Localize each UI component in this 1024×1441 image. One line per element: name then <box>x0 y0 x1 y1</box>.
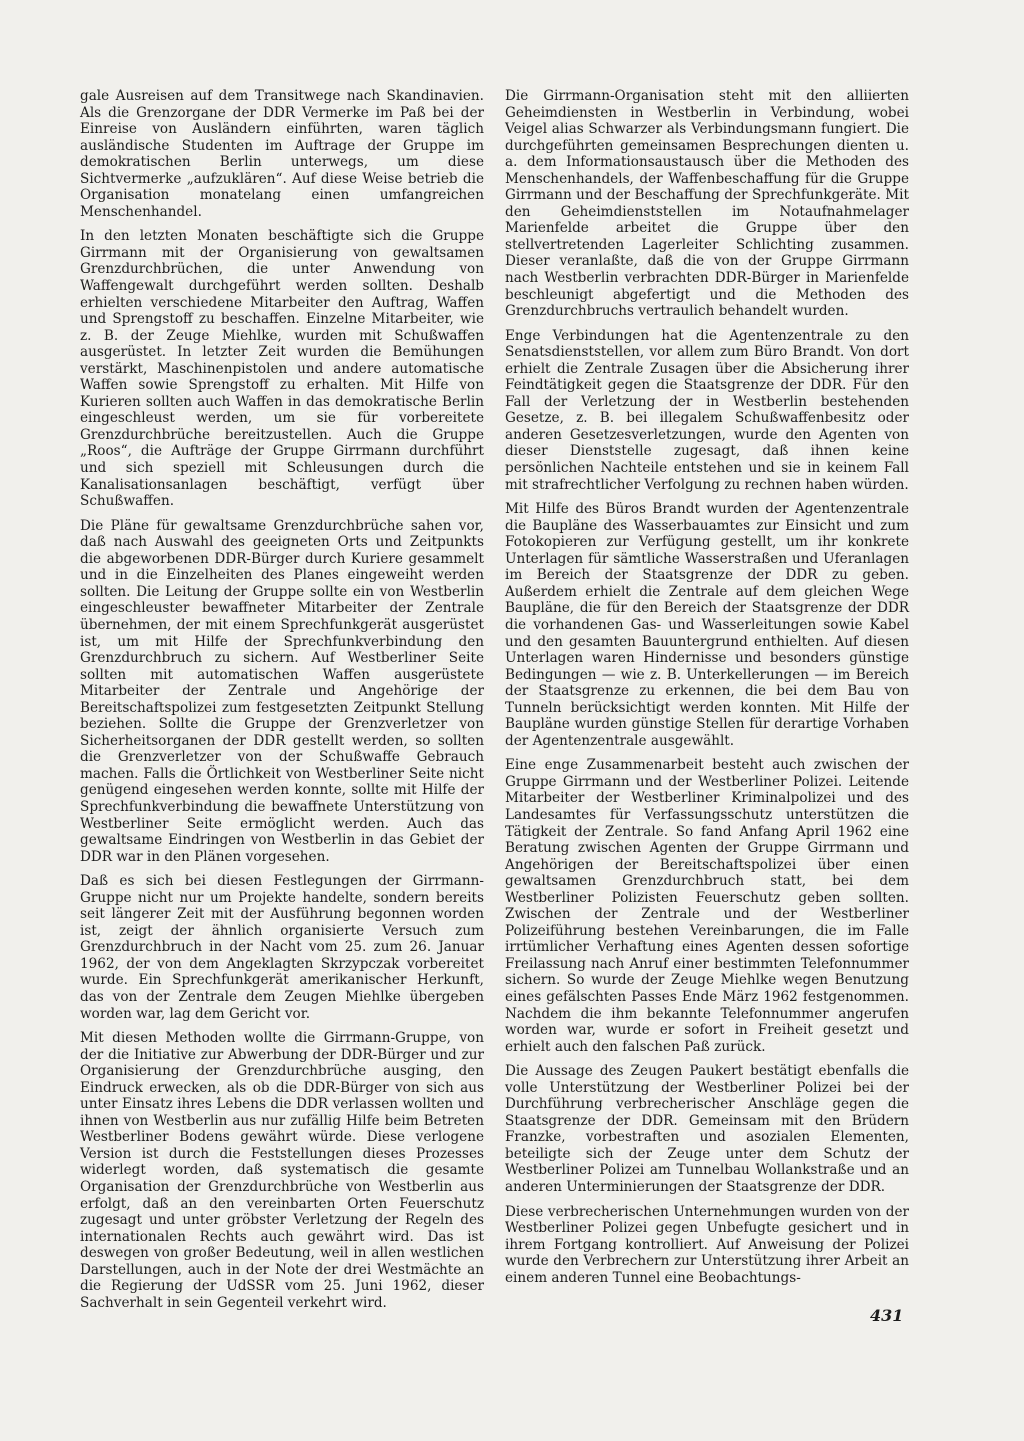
paragraph: In den letzten Monaten beschäftigte sich die Gruppe Girrmann mit der Organisierung von gewaltsamen Grenzdurchbrüchen, die unter Anwendung von Waffengewalt durchgeführt werden sollten. Deshalb erhielten verschiedene Mitarbeiter den Auftrag, Waffen und Sprengstoff zu beschaffen. Einzelne Mitarbeiter, wie z. B. der Zeuge Miehlke, wurden mit Schußwaffen ausgerüstet. In letzter Zeit wurden die Bemühungen verstärkt, Maschinenpistolen und andere automatische Waffen sowie Sprengstoff zu erhalten. Mit Hilfe von Kurieren sollten auch Waffen in das demokratische Berlin eingeschleust werden, um sie für vorbereitete Grenzdurchbrüche bereitzustellen. Auch die Gruppe „Roos“, die Aufträge der Gruppe Girrmann durchführt und sich speziell mit Schleusungen durch die Kanalisationsanlagen beschäftigt, verfügt über Schußwaffen. <box>80 228 484 510</box>
paragraph: Diese verbrecherischen Unternehmungen wurden von der Westberliner Polizei gegen Unbefugte gesichert und in ihrem Fortgang kontrolliert. Auf Anweisung der Polizei wurde den Verbrechern zur Unterstützung ihrer Arbeit an einem anderen Tunnel eine Beobachtungs- <box>505 1203 909 1286</box>
paragraph: Die Pläne für gewaltsame Grenzdurchbrüche sahen vor, daß nach Auswahl des geeigneten Orts und Zeitpunkts die abgeworbenen DDR-Bürger durch Kuriere gesammelt und in die Einzelheiten des Planes eingeweiht werden sollten. Die Leitung der Gruppe sollte ein von Westberlin eingeschleuster bewaffneter Mitarbeiter der Zentrale übernehmen, der mit einem Sprechfunkgerät ausgerüstet ist, um mit Hilfe der Sprechfunkverbindung den Grenzdurchbruch zu sichern. Auf Westberliner Seite sollten mit automatischen Waffen ausgerüstete Mitarbeiter der Zentrale und Angehörige der Bereitschaftspolizei zum festgesetzten Zeitpunkt Stellung beziehen. Sollte die Gruppe der Grenzverletzer von Sicherheitsorganen der DDR gestellt werden, so sollten die Grenzverletzer von der Schußwaffe Gebrauch machen. Falls die Örtlichkeit von Westberliner Seite nicht genügend eingesehen werden konnte, sollte mit Hilfe der Sprechfunkverbindung die bewaffnete Unterstützung von Westberliner Seite ermöglicht werden. Auch das gewaltsame Eindringen von Westberlin in das Gebiet der DDR war in den Plänen vorgesehen. <box>80 517 484 865</box>
paragraph: Daß es sich bei diesen Festlegungen der Girrmann-Gruppe nicht nur um Projekte handelte, sondern bereits seit längerer Zeit mit der Ausführung begonnen worden ist, zeigt der ähnlich organisierte Versuch zum Grenzdurchbruch in der Nacht vom 25. zum 26. Januar 1962, der von dem Angeklagten Skrzypczak vorbereitet wurde. Ein Sprechfunkgerät amerikanischer Herkunft, das von der Zentrale dem Zeugen Miehlke übergeben worden war, lag dem Gericht vor. <box>80 873 484 1022</box>
left-column <box>80 88 484 1319</box>
page-number: 431 <box>870 1306 904 1325</box>
paragraph: Die Girrmann-Organisation steht mit den alliierten Geheimdiensten in Westberlin in Verbindung, wobei Veigel alias Schwarzer als Verbindungsmann fungiert. Die durchgeführten gemeinsamen Besprechungen dienten u. a. dem Informationsaustausch über die Methoden des Menschenhandels, der Waffenbeschaffung für die Gruppe Girrmann und der Beschaffung der Sprechfunkgeräte. Mit den Geheimdienststellen im Notaufnahmelager Marienfelde arbeitet die Gruppe über den stellvertretenden Lagerleiter Schlichting zusammen. Dieser veranlaßte, daß die von der Gruppe Girrmann nach Westberlin verbrachten DDR-Bürger in Marienfelde beschleunigt abgefertigt und die Methoden des Grenzdurchbruchs vertraulich behandelt wurden. <box>505 88 909 320</box>
paragraph: gale Ausreisen auf dem Transitwege nach Skandinavien. Als die Grenzorgane der DDR Vermerke im Paß bei der Einreise von Ausländern einführten, waren täglich ausländische Studenten im Auftrage der Gruppe im demokratischen Berlin unterwegs, um diese Sichtvermerke „aufzuklären“. Auf diese Weise betrieb die Organisation monatelang einen umfangreichen Menschenhandel. <box>80 88 484 220</box>
paragraph: Eine enge Zusammenarbeit besteht auch zwischen der Gruppe Girrmann und der Westberliner Polizei. Leitende Mitarbeiter der Westberliner Kriminalpolizei und des Landesamtes für Verfassungsschutz unterstützen die Tätigkeit der Zentrale. So fand Anfang April 1962 eine Beratung zwischen Agenten der Gruppe Girrmann und Angehörigen der Bereitschaftspolizei über einen gewaltsamen Grenzdurchbruch statt, bei dem Westberliner Polizisten Feuerschutz geben sollten. Zwischen der Zentrale und der Westberliner Polizeiführung bestehen Vereinbarungen, die im Falle irrtümlicher Verhaftung eines Agenten dessen sofortige Freilassung nach Anruf einer bestimmten Telefonnummer sichern. So wurde der Zeuge Miehlke wegen Benutzung eines gefälschten Passes Ende März 1962 festgenommen. Nachdem die ihm bekannte Telefonnummer angerufen worden war, wurde er sofort in Freiheit gesetzt und erhielt auch den falschen Paß zurück. <box>505 757 909 1055</box>
paragraph: Mit Hilfe des Büros Brandt wurden der Agentenzentrale die Baupläne des Wasserbauamtes zur Einsicht und zum Fotokopieren zur Verfügung gestellt, um ihr konkrete Unterlagen für sämtliche Wasserstraßen und Uferanlagen im Bereich der Staatsgrenze der DDR zu geben. Außerdem erhielt die Zentrale auf dem gleichen Wege Baupläne, die für den Bereich der Staatsgrenze der DDR die vorhandenen Gas- und Wasserleitungen sowie Kabel und den gesamten Bauuntergrund enthielten. Auf diesen Unterlagen waren Hindernisse und besonders günstige Bedingungen — wie z. B. Unterkellerungen — im Bereich der Staatsgrenze zu erkennen, die bei dem Bau von Tunneln berücksichtigt werden konnten. Mit Hilfe der Baupläne wurden günstige Stellen für derartige Vorhaben der Agentenzentrale ausgewählt. <box>505 501 909 749</box>
right-column <box>505 88 909 1294</box>
paragraph: Enge Verbindungen hat die Agentenzentrale zu den Senatsdienststellen, vor allem zum Büro Brandt. Von dort erhielt die Zentrale Zusagen über die Absicherung ihrer Feindtätigkeit gegen die Staatsgrenze der DDR. Für den Fall der Verletzung der in Westberlin bestehenden Gesetze, z. B. bei illegalem Schußwaffenbesitz oder anderen Gesetzesverletzungen, wurde den Agenten von dieser Dienststelle zugesagt, daß ihnen keine persönlichen Nachteile entstehen und sie in keinem Fall mit strafrechtlicher Verfolgung zu rechnen haben würden. <box>505 327 909 493</box>
paragraph: Mit diesen Methoden wollte die Girrmann-Gruppe, von der die Initiative zur Abwerbung der DDR-Bürger und zur Organisierung der Grenzdurchbrüche ausging, den Eindruck erwecken, als ob die DDR-Bürger von sich aus unter Einsatz ihres Lebens die DDR verlassen wollten und ihnen von Westberlin aus nur zufällig Hilfe beim Betreten Westberliner Bodens gewährt würde. Diese verlogene Version ist durch die Feststellungen dieses Prozesses widerlegt worden, daß systematisch die gesamte Organisation der Grenzdurchbrüche von Westberlin aus erfolgt, daß an den vereinbarten Orten Feuerschutz zugesagt und unter gröbster Verletzung der Regeln des internationalen Rechts auch gewährt wird. Das ist deswegen von großer Bedeutung, weil in allen westlichen Darstellungen, auch in der Note der drei Westmächte an die Regierung der UdSSR vom 25. Juni 1962, dieser Sachverhalt in sein Gegenteil verkehrt wird. <box>80 1030 484 1311</box>
paragraph: Die Aussage des Zeugen Paukert bestätigt ebenfalls die volle Unterstützung der Westberliner Polizei bei der Durchführung verbrecherischer Anschläge gegen die Staatsgrenze der DDR. Gemeinsam mit den Brüdern Franzke, vorbestraften und asozialen Elementen, beteiligte sich der Zeuge unter dem Schutz der Westberliner Polizei am Tunnelbau Wollankstraße und an anderen Unterminierungen der Staatsgrenze der DDR. <box>505 1063 909 1195</box>
